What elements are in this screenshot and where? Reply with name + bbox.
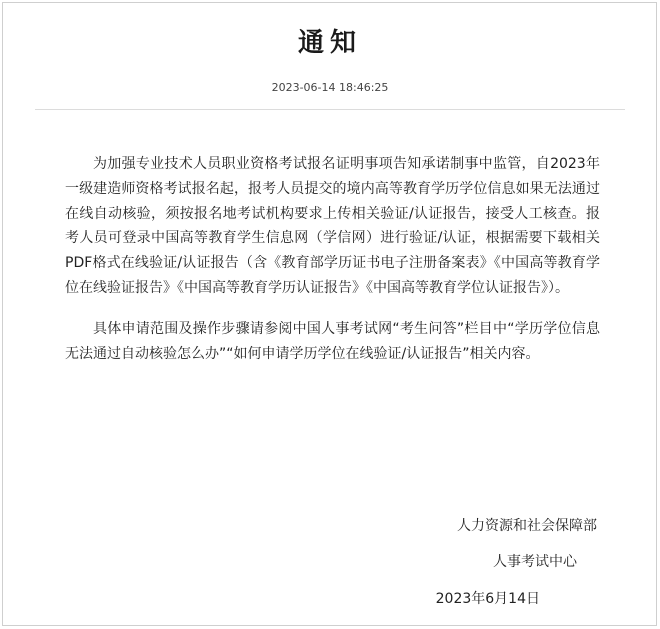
signature-center: 人事考试中心 — [493, 554, 577, 570]
notice-title: 通知 — [297, 28, 362, 58]
notice-body — [65, 152, 600, 366]
notice-paragraph-1: 为加强专业技术人员职业资格考试报名证明事项告知承诺制事中监管，自2023年一级建造师资格考试报名起，报考人员提交的境内高等教育学历学位信息如果无法通过在线自动核验，须按报名地考试机构要求上传相关验证/认证报告，接受人工核查。报考人员可登录中国高等教育学生信息网（学信网）进行验证/认证，根据需要下载相关PDF格式在线验证/认证报告（含《教育部学历证书电子注册备案表》《中国高等教育学位在线验证报告》《中国高等教育学历认证报告》《中国高等教育学位认证报告》）。 — [65, 156, 600, 296]
signature-date: 2023年6月14日 — [435, 591, 540, 607]
publish-datetime: 2023-06-14 18:46:25 — [271, 81, 389, 94]
signature-organization: 人力资源和社会保障部 — [457, 518, 597, 534]
notice-paragraph-2: 具体申请范围及操作步骤请参阅中国人事考试网“考生问答”栏目中“学历学位信息无法通过自动核验怎么办”“如何申请学历学位在线验证/认证报告”相关内容。 — [65, 320, 600, 362]
title-divider — [35, 109, 625, 110]
